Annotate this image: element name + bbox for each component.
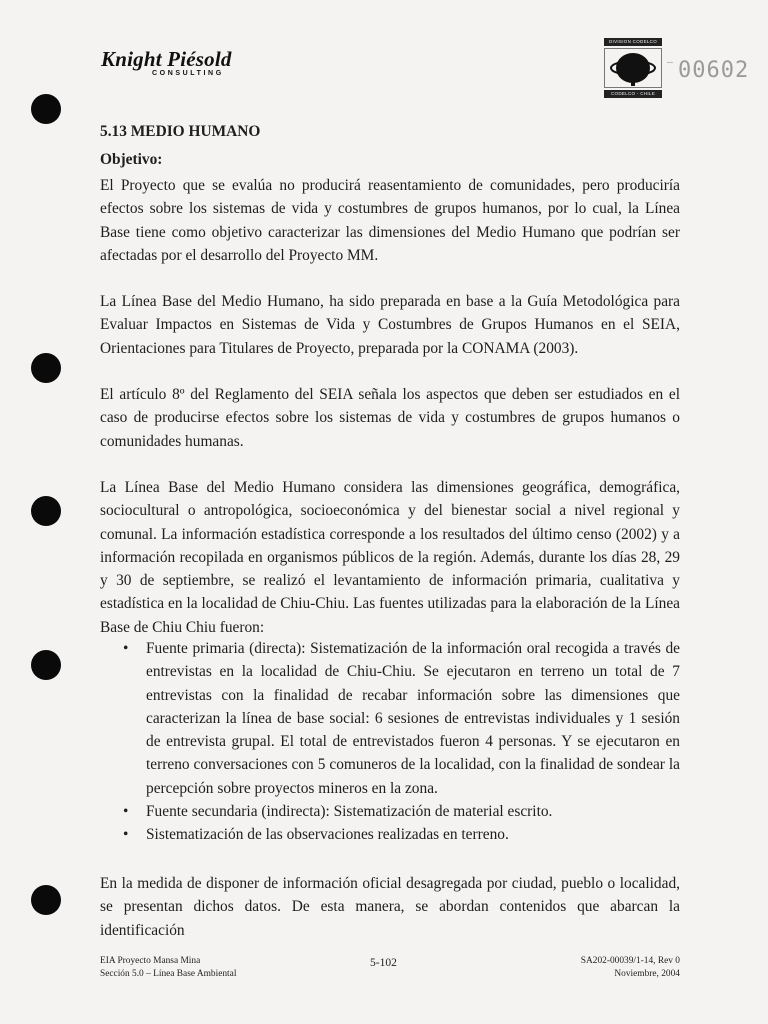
list-item: [100, 823, 680, 846]
seal-bottom-label: CODELCO - CHILE: [604, 90, 662, 98]
stamp-tick: [667, 62, 673, 63]
bullet-marker: •: [123, 826, 129, 844]
list-item-text: Fuente secundaria (indirecta): Sistematización de material escrito.: [146, 803, 553, 821]
bullet-marker: •: [123, 640, 129, 657]
bullet-marker: •: [123, 803, 129, 821]
footer-left: [100, 955, 236, 981]
codelco-emblem-icon: [605, 49, 661, 87]
punch-hole: [31, 496, 61, 526]
paragraph: La Línea Base del Medio Humano considera las dimensiones geográfica, demográfica, sociocultural o antropológica, socioeconómica y del bienestar social a nivel regional y comunal. La información estadística corresponde a los resultados del último censo (2002) y a información recopilada en organismos públicos de la región. Además, durante los días 28, 29 y 30 de septiembre, se realizó el levantamiento de información primaria, cualitativa y estadística en la localidad de Chiu-Chiu. Las fuentes utilizadas para la elaboración de la Línea Base de Chiu Chiu fueron:: [100, 479, 680, 636]
footer-project: EIA Proyecto Mansa Mina: [100, 956, 201, 966]
footer-right: [520, 955, 680, 981]
seal-top-label: DIVISION CODELCO: [604, 38, 662, 46]
list-item: [100, 637, 680, 800]
footer-date: Noviembre, 2004: [614, 969, 680, 979]
seal-emblem: [604, 48, 662, 88]
page-number: 5-102: [370, 957, 397, 969]
paragraph: La Línea Base del Medio Humano, ha sido preparada en base a la Guía Metodológica para Evaluar Impactos en Sistemas de Vida y Costumbres de Grupos Humanos en el SEIA, Orientaciones para Titulares de Proyecto, preparada por la CONAMA (2003).: [100, 293, 680, 357]
section-heading: 5.13 MEDIO HUMANO: [100, 123, 261, 140]
paragraph: En la medida de disponer de información oficial desagregada por ciudad, pueblo o localidad, se presentan dichos datos. De esta manera, se abordan contenidos que abarcan la identificación: [100, 875, 680, 939]
footer-doc-code: SA202-00039/1-14, Rev 0: [580, 956, 680, 966]
list-item: [100, 800, 680, 823]
paragraph: El artículo 8º del Reglamento del SEIA señala los aspectos que deben ser estudiados en el caso de producirse efectos sobre los sistemas de vida y costumbres de grupos humanos o comunidades humanas.: [100, 386, 680, 450]
section-subheading: Objetivo:: [100, 151, 163, 168]
punch-hole: [31, 353, 61, 383]
punch-hole: [31, 650, 61, 680]
company-logo: [101, 48, 232, 77]
bullet-list: [100, 637, 680, 847]
logo-name: Knight Piésold: [101, 47, 232, 71]
codelco-seal: [604, 38, 662, 100]
stamp-number: 00602: [678, 58, 750, 83]
list-item-text: Fuente primaria (directa): Sistematización de la información oral recogida a través de entrevistas en la localidad de Chiu-Chiu. Se ejecutaron en terreno un total de 7 entrevistas con la finalidad de recabar información sobre las dimensiones que caracterizan la línea de base social: 6 sesiones de entrevistas individuales y 1 sesión de entrevista grupal. El total de entrevistados fueron 4 personas. Y se ejecutaron en terreno conversaciones con 5 comuneros de la localidad, con la finalidad de sondear la percepción sobre proyectos mineros en la zona.: [146, 640, 680, 797]
footer-section: Sección 5.0 – Línea Base Ambiental: [100, 969, 237, 979]
logo-subtitle: CONSULTING: [152, 70, 224, 77]
punch-hole: [31, 94, 61, 124]
paragraph: El Proyecto que se evalúa no producirá reasentamiento de comunidades, pero produciría efectos sobre los sistemas de vida y costumbres de grupos humanos, por lo cual, la Línea Base tiene como objetivo caracterizar las dimensiones del Medio Humano que podrían ser afectadas por el desarrollo del Proyecto MM.: [100, 177, 680, 264]
list-item-text: Sistematización de las observaciones realizadas en terreno.: [146, 826, 509, 844]
punch-hole: [31, 885, 61, 915]
